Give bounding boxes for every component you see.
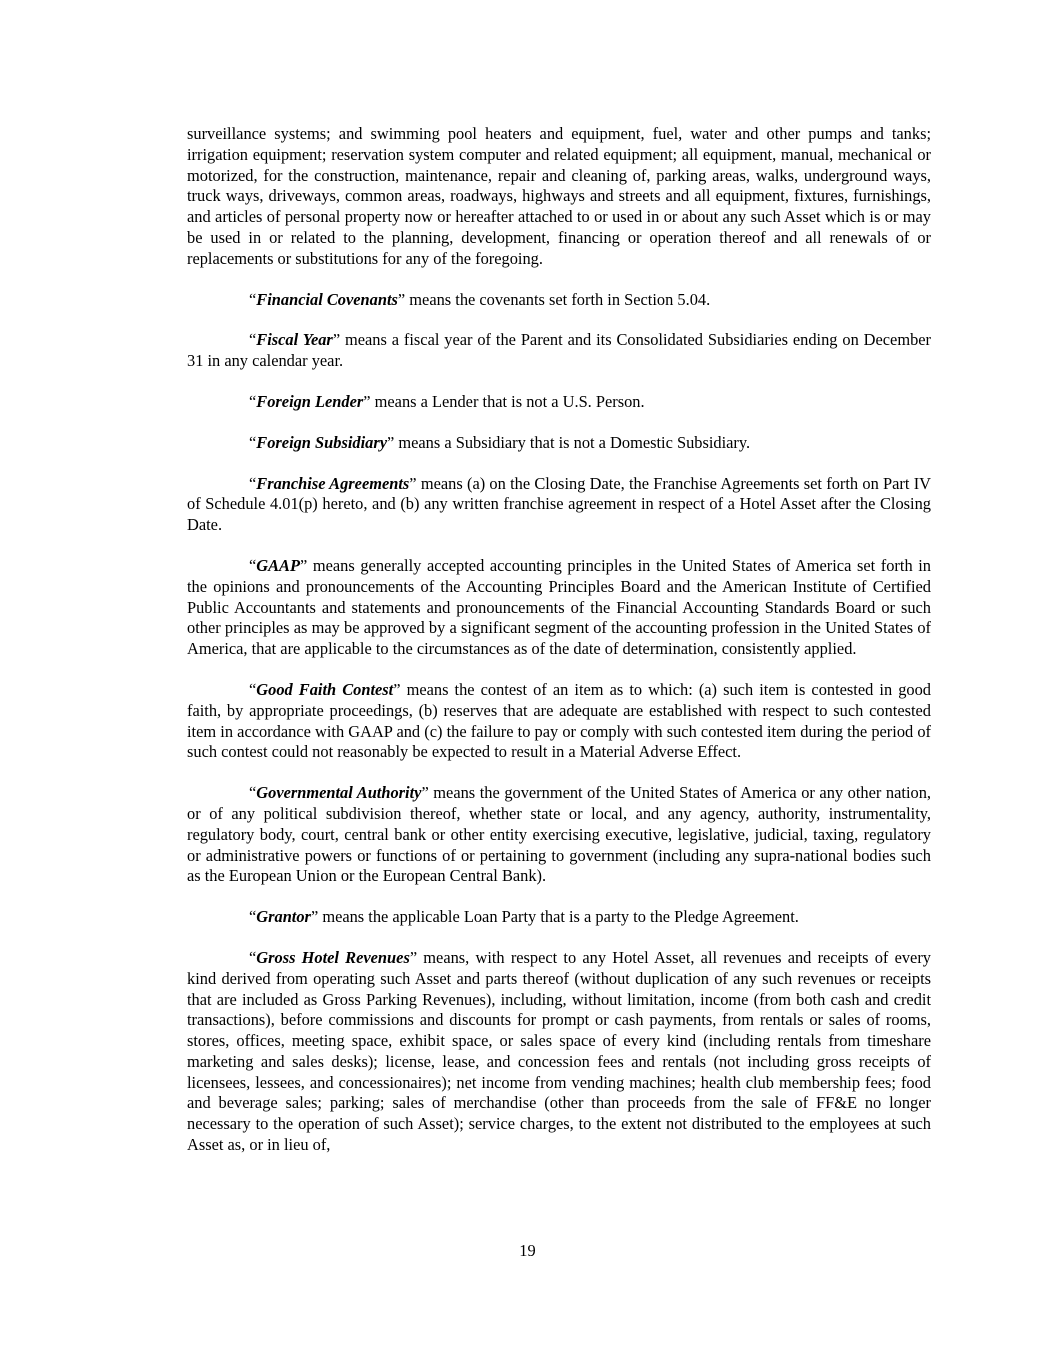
- open-quote: “: [249, 330, 257, 350]
- defined-term: Grantor: [256, 907, 311, 927]
- definition-gross-hotel-revenues: [187, 948, 931, 1156]
- definition-good-faith-contest: [187, 680, 931, 763]
- definition-text: means a fiscal year of the Parent and its Consolidated Subsidiaries ending on December 31 in any calendar year.: [187, 330, 932, 371]
- definition-text: means the government of the United States of America or any other nation, or of any political subdivision thereof, whether state or local, and any agency, authority, instrumentality, regulatory body, court, central bank or other entity exercising executive, legislative, judicial, taxing, regulatory or administrative powers or functions of or pertaining to government (including any supra-national bodies such as the European Union or the European Central Bank).: [187, 783, 931, 886]
- definition-fiscal-year: [187, 330, 931, 372]
- defined-term: Foreign Subsidiary: [256, 432, 387, 452]
- definition-gaap: [187, 556, 931, 660]
- close-quote: ”: [393, 679, 401, 699]
- close-quote: ”: [386, 432, 395, 452]
- defined-term: Gross Hotel Revenues: [256, 947, 410, 967]
- definition-grantor: [187, 907, 931, 928]
- close-quote: ”: [397, 289, 406, 309]
- defined-term: Foreign Lender: [256, 391, 364, 411]
- defined-term: GAAP: [256, 555, 300, 575]
- close-quote: ”: [421, 783, 429, 803]
- defined-term: Financial Covenants: [256, 289, 398, 309]
- open-quote: “: [249, 391, 257, 411]
- definition-text: means the covenants set forth in Section 5.04.: [405, 289, 711, 309]
- open-quote: “: [249, 432, 257, 452]
- open-quote: “: [249, 907, 257, 927]
- close-quote: ”: [310, 907, 319, 927]
- page-number: 19: [519, 1241, 536, 1260]
- definition-text: means (a) on the Closing Date, the Franchise Agreements set forth on Part IV of Schedule 4.01(p) hereto, and (b) any written franchise agreement in respect of a Hotel Asset after the Closing Date.: [187, 473, 931, 535]
- open-quote: “: [249, 555, 257, 575]
- definition-text: means the contest of an item as to which: (a) such item is contested in good faith, by appropriate proceedings, (b) reserves that are adequate are established with respect to such contested item in accordance with GAAP and (c) the failure to pay or comply with such contested item during the period of such contest could not reasonably be expected to result in a Material Adverse Effect.: [187, 679, 931, 762]
- defined-term: Good Faith Contest: [256, 679, 394, 699]
- definition-text: means, with respect to any Hotel Asset, all revenues and receipts of every kind derived from operating such Asset and parts thereof (without duplication of any such revenues or receipts that are included as Gross Parking Revenues), including, without limitation, income (from both cash and credit transactions), before commissions and discounts for prompt or cash payments, from rentals or sales of rooms, stores, offices, meeting space, exhibit space, or sales space of every kind (including rentals from timeshare marketing and sales desks); license, lease, and concession fees and rentals (not including gross receipts of licensees, lessees, and concessionaires); net income from vending machines; health club membership fees; food and beverage sales; parking; sales of merchandise (other than proceeds from the sale of FF&E no longer necessary to the operation of such Asset); service charges, to the extent not distributed to the employees at such Asset as, or in lieu of,: [187, 947, 931, 1155]
- close-quote: ”: [363, 391, 371, 411]
- defined-term: Governmental Authority: [256, 783, 422, 803]
- definition-foreign-subsidiary: [187, 433, 931, 454]
- defined-term: Fiscal Year: [256, 330, 333, 350]
- open-quote: “: [249, 289, 257, 309]
- open-quote: “: [249, 679, 257, 699]
- open-quote: “: [249, 783, 257, 803]
- open-quote: “: [249, 473, 257, 493]
- defined-term: Franchise Agreements: [256, 473, 410, 493]
- definition-financial-covenants: [187, 290, 931, 311]
- open-quote: “: [249, 947, 257, 967]
- definition-text: means a Subsidiary that is not a Domestic Subsidiary.: [394, 432, 751, 452]
- definition-foreign-lender: [187, 392, 931, 413]
- definition-governmental-authority: [187, 783, 931, 887]
- close-quote: ”: [409, 947, 418, 967]
- definition-franchise-agreements: [187, 474, 931, 536]
- document-body: [187, 124, 931, 1176]
- close-quote: ”: [332, 330, 341, 350]
- close-quote: ”: [300, 555, 308, 575]
- definition-text: means the applicable Loan Party that is a party to the Pledge Agreement.: [318, 907, 799, 927]
- definition-text: means generally accepted accounting principles in the United States of America set forth in the opinions and pronouncements of the Accounting Principles Board and the American Institute of Certified Public Accountants and statements and pronouncements of the Financial Accounting Standards Board or such other principles as may be approved by a significant segment of the accounting profession in the United States of America, that are applicable to the circumstances as of the date of determination, consistently applied.: [187, 555, 931, 659]
- definition-text: means a Lender that is not a U.S. Person.: [370, 391, 645, 411]
- continuation-paragraph: surveillance systems; and swimming pool heaters and equipment, fuel, water and other pumps and tanks; irrigation equipment; reservation system computer and related equipment; all equipment, manual, mechanical or motorized, for the construction, maintenance, repair and cleaning of, parking areas, walks, underground ways, truck ways, driveways, common areas, roadways, highways and streets and all equipment, fixtures, furnishings, and articles of personal property now or hereafter attached to or used in or about any such Asset which is or may be used in or related to the planning, development, financing or operation thereof and all renewals of or replacements or substitutions for any of the foregoing.: [187, 124, 931, 268]
- close-quote: ”: [409, 473, 417, 493]
